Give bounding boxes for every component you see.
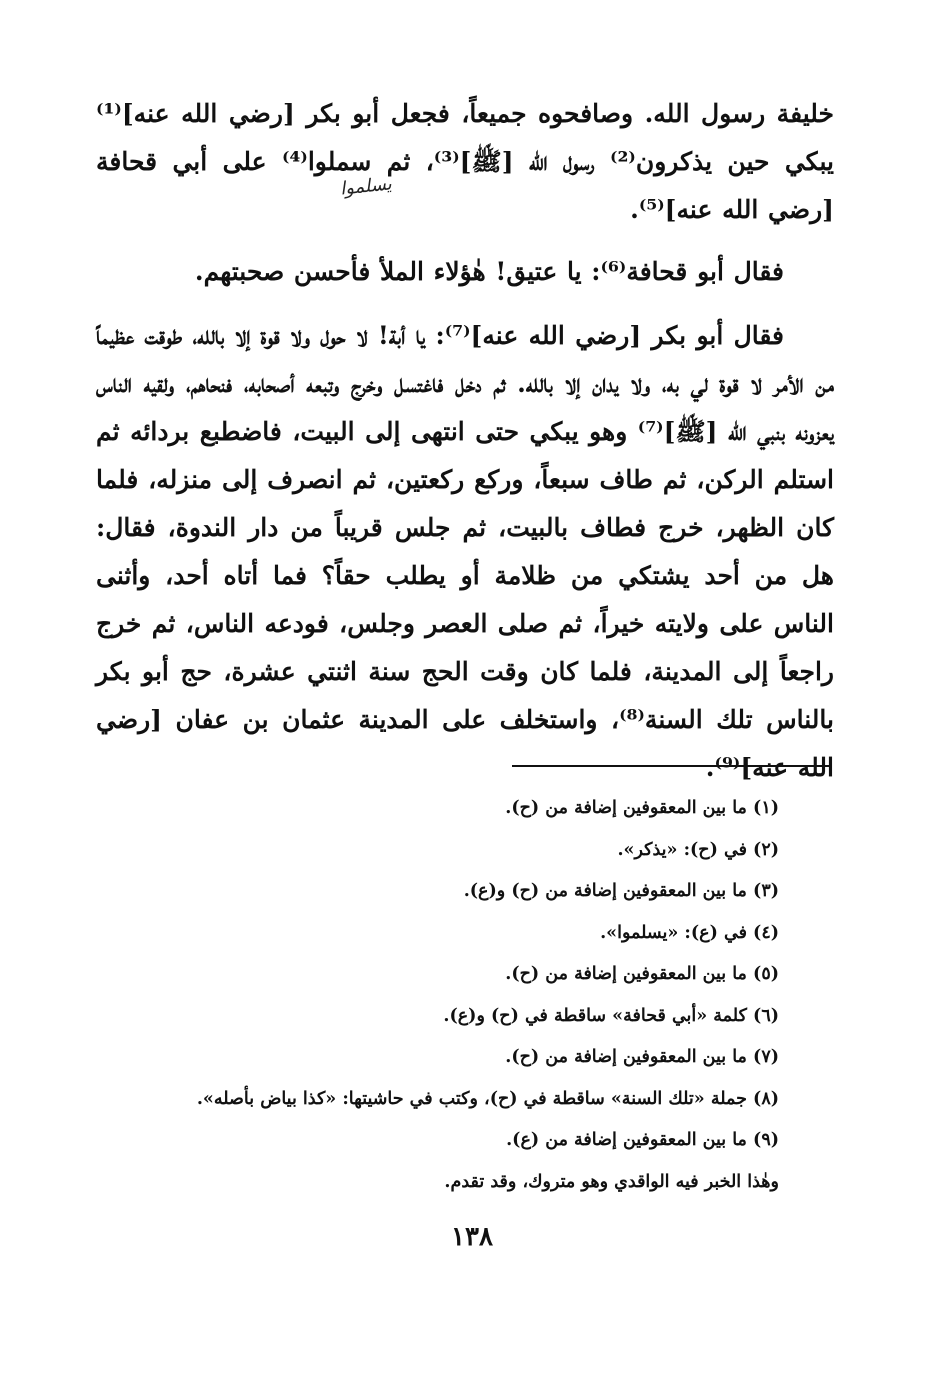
footnote-item: (٩) ما بين المعقوفين إضافة من (ع). [506, 1130, 779, 1150]
page-number: ١٣٨ [451, 1222, 493, 1252]
footnote-item: (٨) جملة «تلك السنة» ساقطة في (ح)، وكتب في حاشيتها: «كذا بياض بأصله». [196, 1088, 779, 1109]
paragraph-3: فقال أبو بكر [رضي الله عنه]⁽⁷⁾: يا أبة! لا حول ولا قوة إلا بالله، طوقت عظيماً من الأمر لا قوة لي به، ولا يدان إلا بالله. ثم دخل فاغتسل وخرج وتبعه أصحابه، فنحاهم، ولقيه الناس يعزونه بنبي الله [ﷺ]⁽⁷⁾ وهو يبكي حتى انتهى إلى البيت، فاضطبع بردائه ثم استلم الركن، ثم طاف سبعاً، وركع ركعتين، ثم انصرف إلى منزله، فلما كان الظهر، خرج فطاف بالبيت، ثم جلس قريباً من دار الندوة، فقال: هل من أحد يشتكي من ظلامة أو يطلب حقاً؟ فما أتاه أحد، وأثنى الناس على ولايته خيراً، ثم صلى العصر وجلس، فودعه الناس، ثم خرج راجعاً إلى المدينة، فلما كان وقت الحج سنة اثنتي عشرة، حج أبو بكر بالناس تلك السنة⁽⁸⁾، واستخلف على المدينة عثمان بن عفان [رضي الله عنه]⁽⁹⁾. [96, 321, 834, 782]
footnote-item: (٢) في (ح): «يذكر». [617, 839, 779, 860]
footnote-item: (٧) ما بين المعقوفين إضافة من (ح). [505, 1047, 779, 1067]
footnote-item: (١) ما بين المعقوفين إضافة من (ح). [505, 798, 779, 818]
paragraph-2-speaker: فقال أبو قحافة⁽⁶⁾ [600, 257, 784, 286]
paragraph-2 [96, 248, 784, 296]
footnote-item: (٣) ما بين المعقوفين إضافة من (ح) و(ع). [463, 881, 779, 901]
footnote-item: (٦) كلمة «أبي قحافة» ساقطة في (ح) و(ع). [443, 1005, 779, 1026]
footnote-closing-note: وهٰذا الخبر فيه الواقدي وهو متروك، وقد تقدم. [444, 1171, 779, 1192]
handwritten-margin-annotation: يسلموا [339, 173, 393, 200]
footnote-item: (٤) في (ع): «يسلموا». [600, 922, 779, 943]
footnote-divider [512, 765, 832, 767]
footnotes-list [96, 788, 779, 1203]
paragraph-1: خليفة رسول الله. وصافحوه جميعاً، فجعل أبو بكر [رضي الله عنه]⁽¹⁾ يبكي حين يذكرون⁽²⁾ رسول الله [ﷺ]⁽³⁾، ثم سملوا⁽⁴⁾ على أبي قحافة [رضي الله عنه]⁽⁵⁾. [96, 99, 834, 224]
footnote-item: (٥) ما بين المعقوفين إضافة من (ح). [505, 964, 779, 984]
paragraph-2-text: : يا عتيق! هٰؤلاء الملأ فأحسن صحبتهم. [194, 257, 601, 286]
